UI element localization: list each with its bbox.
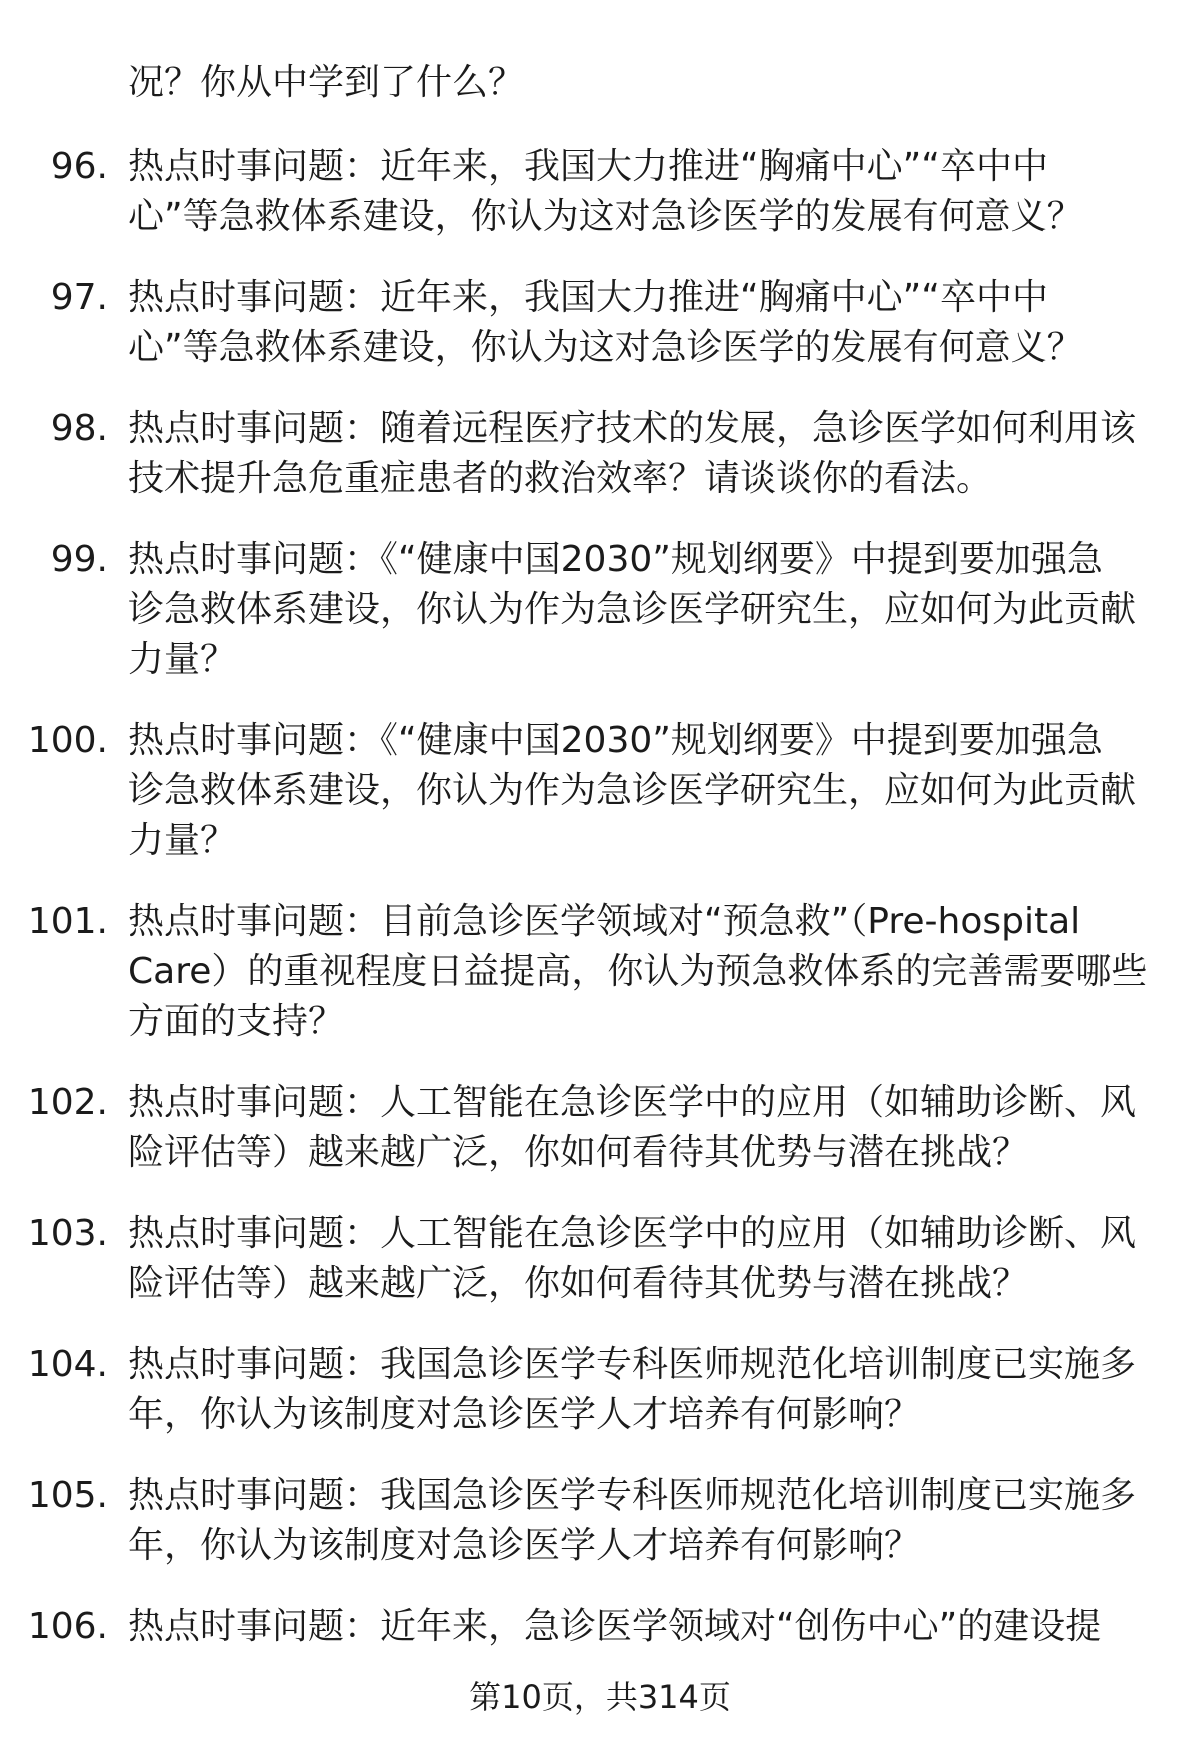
question-line: 年，你认为该制度对急诊医学人才培养有何影响？ [128,1394,921,1435]
question-item-96 [0,142,1200,242]
question-line: 热点时事问题：人工智能在急诊医学中的应用（如辅助诊断、风 [128,1082,1137,1123]
question-number: 98. [50,408,108,449]
question-number: 103. [27,1213,108,1254]
question-number: 101. [27,901,108,942]
question-text [128,273,1200,373]
question-text [128,404,1200,504]
question-text [128,716,1200,866]
question-text [128,1340,1200,1440]
question-item-104 [0,1340,1200,1440]
question-line: 热点时事问题：近年来，急诊医学领域对“创伤中心”的建设提 [128,1606,1102,1647]
question-item-97 [0,273,1200,373]
question-line: 热点时事问题：近年来，我国大力推进“胸痛中心”“卒中中 [128,277,1048,318]
question-number: 96. [50,146,108,187]
question-line: 技术提升急危重症患者的救治效率？请谈谈你的看法。 [128,458,993,499]
question-line: 诊急救体系建设，你认为作为急诊医学研究生，应如何为此贡献 [128,770,1137,811]
question-item-98 [0,404,1200,504]
question-number: 100. [27,720,108,761]
question-line: 热点时事问题：我国急诊医学专科医师规范化培训制度已实施多 [128,1475,1137,1516]
question-line: 热点时事问题：我国急诊医学专科医师规范化培训制度已实施多 [128,1344,1137,1385]
question-line: 诊急救体系建设，你认为作为急诊医学研究生，应如何为此贡献 [128,589,1137,630]
question-line: 热点时事问题：近年来，我国大力推进“胸痛中心”“卒中中 [128,146,1048,187]
question-line: 热点时事问题：人工智能在急诊医学中的应用（如辅助诊断、风 [128,1213,1137,1254]
continuation-line: 况？你从中学到了什么？ [128,62,525,103]
question-item-101 [0,897,1200,1047]
question-number: 97. [50,277,108,318]
question-line: 险评估等）越来越广泛，你如何看待其优势与潜在挑战？ [128,1132,1029,1173]
question-line: 力量？ [128,820,237,861]
question-number: 102. [27,1082,108,1123]
question-text [128,897,1200,1047]
question-number: 99. [50,539,108,580]
question-line: 年，你认为该制度对急诊医学人才培养有何影响？ [128,1525,921,1566]
question-line: 热点时事问题：《“健康中国2030”规划纲要》中提到要加强急 [128,720,1103,761]
question-line: 热点时事问题：《“健康中国2030”规划纲要》中提到要加强急 [128,539,1103,580]
question-line: 热点时事问题：随着远程医疗技术的发展，急诊医学如何利用该 [128,408,1137,449]
question-list [0,58,1200,1652]
question-text [128,1471,1200,1571]
question-item-103 [0,1209,1200,1309]
question-line: 力量？ [128,639,237,680]
question-line: 险评估等）越来越广泛，你如何看待其优势与潜在挑战？ [128,1263,1029,1304]
question-number: 106. [27,1606,108,1647]
question-item-100 [0,716,1200,866]
question-line: 热点时事问题：目前急诊医学领域对“预急救”（Pre-hospital [128,901,1081,942]
question-line: Care）的重视程度日益提高，你认为预急救体系的完善需要哪些 [128,951,1148,992]
page-footer: 第10页，共314页 [469,1678,731,1716]
question-number: 104. [27,1344,108,1385]
question-item-106 [0,1602,1200,1652]
question-text [128,1078,1200,1178]
question-text [128,535,1200,685]
question-item-99 [0,535,1200,685]
question-text [128,1209,1200,1309]
question-line: 心”等急救体系建设，你认为这对急诊医学的发展有何意义？ [128,196,1083,237]
question-item-102 [0,1078,1200,1178]
question-line: 方面的支持？ [128,1001,345,1042]
question-item-105 [0,1471,1200,1571]
question-line: 心”等急救体系建设，你认为这对急诊医学的发展有何意义？ [128,327,1083,368]
question-text [128,1602,1200,1652]
question-number: 105. [27,1475,108,1516]
question-text [128,142,1200,242]
